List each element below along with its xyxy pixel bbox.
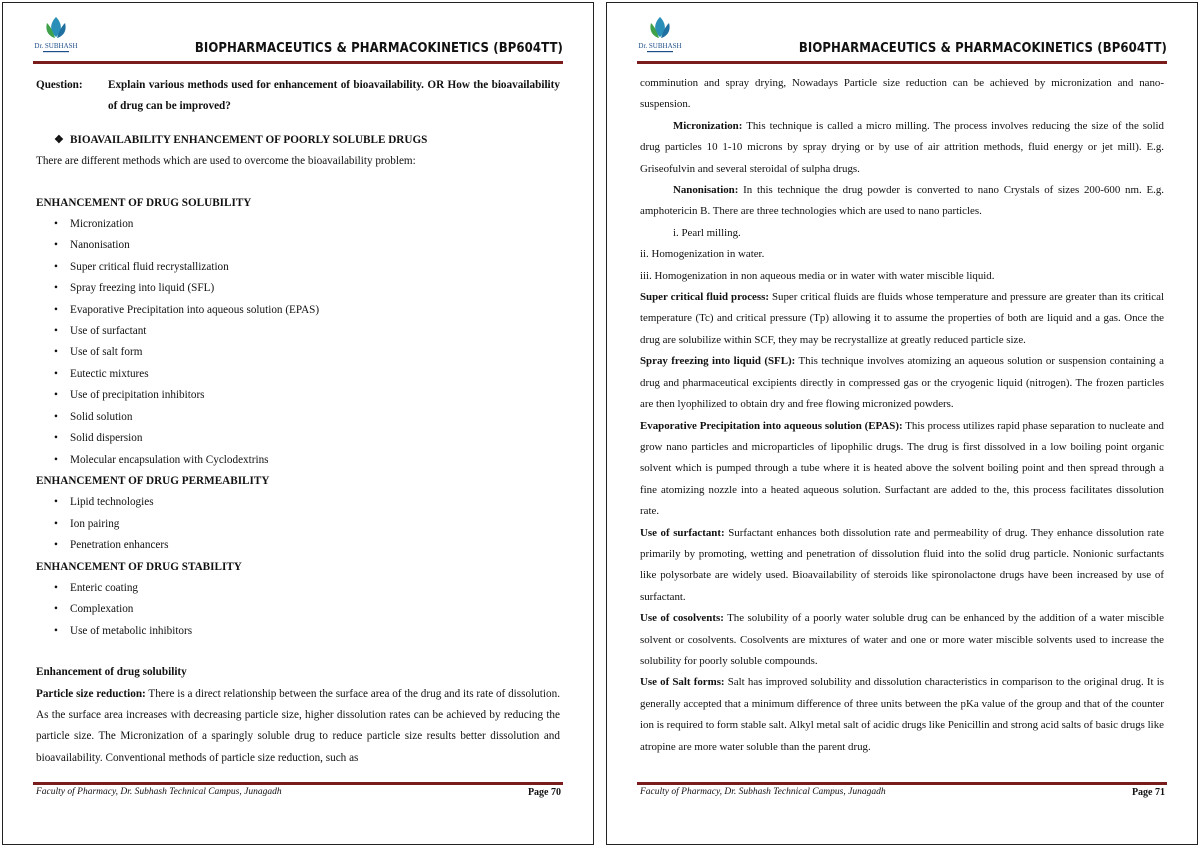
paragraph-label: Use of surfactant: [640,526,725,539]
list-item: • Micronization [70,214,560,235]
header-title: BIOPHARMACEUTICS & PHARMACOKINETICS (BP604TT) [194,41,563,56]
technology-item: iii. Homogenization in non aqueous media or in water with water miscible liquid. [640,269,995,282]
stability-heading: ENHANCEMENT OF DRUG STABILITY [36,560,242,573]
list-item: • Use of metabolic inhibitors [70,621,560,642]
paragraph-label: Micronization: [673,119,743,132]
list-item: • Complexation [70,599,560,620]
footer-rule [637,782,1167,785]
paragraph-label: Spray freezing into liquid (SFL): [640,355,796,368]
paragraph-label: Nanonisation: [673,184,739,197]
paragraph-text: Surfactant enhances both dissolution rate and permeability of drug. They enhance dissolution rate primarily by promoting, wetting and penetration of dissolution fluid into the solid drug particle. Nonionic surfactants like polysorbate are widely used. Bioavailability of steroids like spironolactone drugs have been increased by use of surfactant. [640,526,1165,603]
list-item: • Molecular encapsulation with Cyclodextrins [70,450,560,471]
epas-paragraph [640,416,1164,523]
paragraph-text: Super critical fluids are fluids whose temperature and pressure are greater than its critical temperature (Tc) and critical pressure (Tp) allowing it to assume the properties of both are liquid and a gas. Once the drug are solubilize within SCF, they may be recrystallize at greatly reduced particle size. [640,291,1164,346]
header-rule [637,61,1167,64]
list-item: • Penetration enhancers [70,535,560,556]
list-item: • Use of salt form [70,342,560,363]
nanonisation-paragraph [640,180,1164,223]
footer-text: Faculty of Pharmacy, Dr. Subhash Technical Campus, Junagadh [640,787,886,797]
diamond-bullet-icon: ❖ [54,133,65,146]
document-page-70 [2,2,594,845]
list-item: • Use of precipitation inhibitors [70,385,560,406]
continued-paragraph: comminution and spray drying, Nowadays Particle size reduction can be achieved by micronization and nano-suspension. [640,77,1164,111]
paragraph-text: This process utilizes rapid phase separation to nucleate and grow nano particles and microparticles of lipophilic drugs. The drug is first dissolved in a low boiling point organic solvent which is pumped through a tube where it is heated above the solvent boiling point and then spread through a fine atomizing nozzle into a heated aqueous solution. Surfactant are added to the, this process facilitates dissolution rate. [640,419,1164,518]
page-number: Page 70 [527,787,561,798]
technology-item: ii. Homogenization in water. [640,248,765,261]
question-label: Question: [36,79,83,91]
footer-rule [33,782,563,785]
header-rule [33,61,563,64]
footer-text: Faculty of Pharmacy, Dr. Subhash Technical Campus, Junagadh [36,787,282,797]
list-item: • Eutectic mixtures [70,364,560,385]
section-heading [36,130,560,151]
list-item: • Enteric coating [70,578,560,599]
particle-size-paragraph [36,684,560,770]
page-content [36,71,560,769]
list-item: • Ion pairing [70,514,560,535]
paragraph-text: In this technique the drug powder is converted to nano Crystals of sizes 200-600 nm. E.g. amphotericin B. There are three technologies which are used to nano particles. [640,184,1164,218]
paragraph-label: Evaporative Precipitation into aqueous solution (EPAS): [640,419,903,432]
section-heading-text: BIOAVAILABILITY ENHANCEMENT OF POORLY SOLUBLE DRUGS [70,133,428,146]
paragraph-text: This technique is called a micro milling. The process involves reducing the size of the solid drug particles 10 1-10 microns by spray drying or by use of air attrition methods, fluid energy or jet mill). E.g. Griseofulvin and several steroidal of sulpha drugs. [640,119,1164,175]
paragraph-text: There is a direct relationship between the surface area of the drug and its rate of dissolution. As the surface area increases with decreasing particle size, higher dissolution rates can be achieved by reducing the particle size. The Micronization of a sparingly soluble drug to reduce particle size results better dissolution and bioavailability. Conventional methods of particle size reduction, such as [36,687,560,764]
micronization-paragraph [640,116,1164,180]
paragraph-text: The solubility of a poorly water soluble drug can be enhanced by the addition of a water miscible solvent or cosolvents. Cosolvents are mixtures of water and one or more water miscible solvents used to increase the solubility for poorly soluble compounds. [640,612,1164,667]
sfl-paragraph [640,351,1164,415]
list-item: • Solid dispersion [70,428,560,449]
college-logo [33,13,79,59]
list-item: • Use of surfactant [70,321,560,342]
list-item: • Nanonisation [70,235,560,256]
list-item: • Spray freezing into liquid (SFL) [70,278,560,299]
list-item: • Super critical fluid recrystallization [70,257,560,278]
salt-forms-paragraph [640,672,1164,758]
list-item: • Lipid technologies [70,492,560,513]
paragraph-text: Salt has improved solubility and dissolution characteristics in comparison to the original drug. It is generally accepted that a minimum difference of three units between the pKa value of the group and that of the counter ion is required to form stable salt. Alkyl metal salt of acidic drugs like Penicillin and strong acid salts of basic drugs like atropine are more water soluble than the parent drug. [640,676,1164,753]
permeability-heading: ENHANCEMENT OF DRUG PERMEABILITY [36,474,270,487]
list-item: • Evaporative Precipitation into aqueous solution (EPAS) [70,300,560,321]
header-title: BIOPHARMACEUTICS & PHARMACOKINETICS (BP604TT) [798,41,1167,56]
college-logo [637,13,683,59]
list-item: • Solid solution [70,407,560,428]
paragraph-label: Super critical fluid process: [640,291,769,304]
svg-text:Dr. SUBHASH: Dr. SUBHASH [34,42,78,50]
question-text: Explain various methods used for enhancement of bioavailability. OR How the bioavailability of drug can be improved? [108,79,560,113]
cosolvents-paragraph [640,608,1164,672]
subsection-heading: Enhancement of drug solubility [36,666,187,679]
solubility-heading: ENHANCEMENT OF DRUG SOLUBILITY [36,196,252,209]
page-number: Page 71 [1131,787,1165,798]
question-row [36,75,560,118]
paragraph-text: This technique involves atomizing an aqueous solution or suspension containing a drug and pharmaceutical excipients directly in compressed gas or the cryogenic liquid (nitrogen). The frozen particles are then lyophilized to obtain dry and free flowing micronized powders. [640,355,1164,411]
surfactant-paragraph [640,523,1164,609]
svg-text:Dr. SUBHASH: Dr. SUBHASH [638,42,682,50]
stability-list [36,578,560,642]
paragraph-label: Use of Salt forms: [640,676,725,689]
solubility-list [36,214,560,471]
document-page-71 [606,2,1198,845]
intro-text: There are different methods which are used to overcome the bioavailability problem: [36,155,416,168]
paragraph-label: Particle size reduction: [36,687,146,700]
page-content [640,73,1164,758]
scf-paragraph [640,287,1164,351]
technology-item: i. Pearl milling. [673,226,741,239]
paragraph-label: Use of cosolvents: [640,612,724,625]
permeability-list [36,492,560,556]
